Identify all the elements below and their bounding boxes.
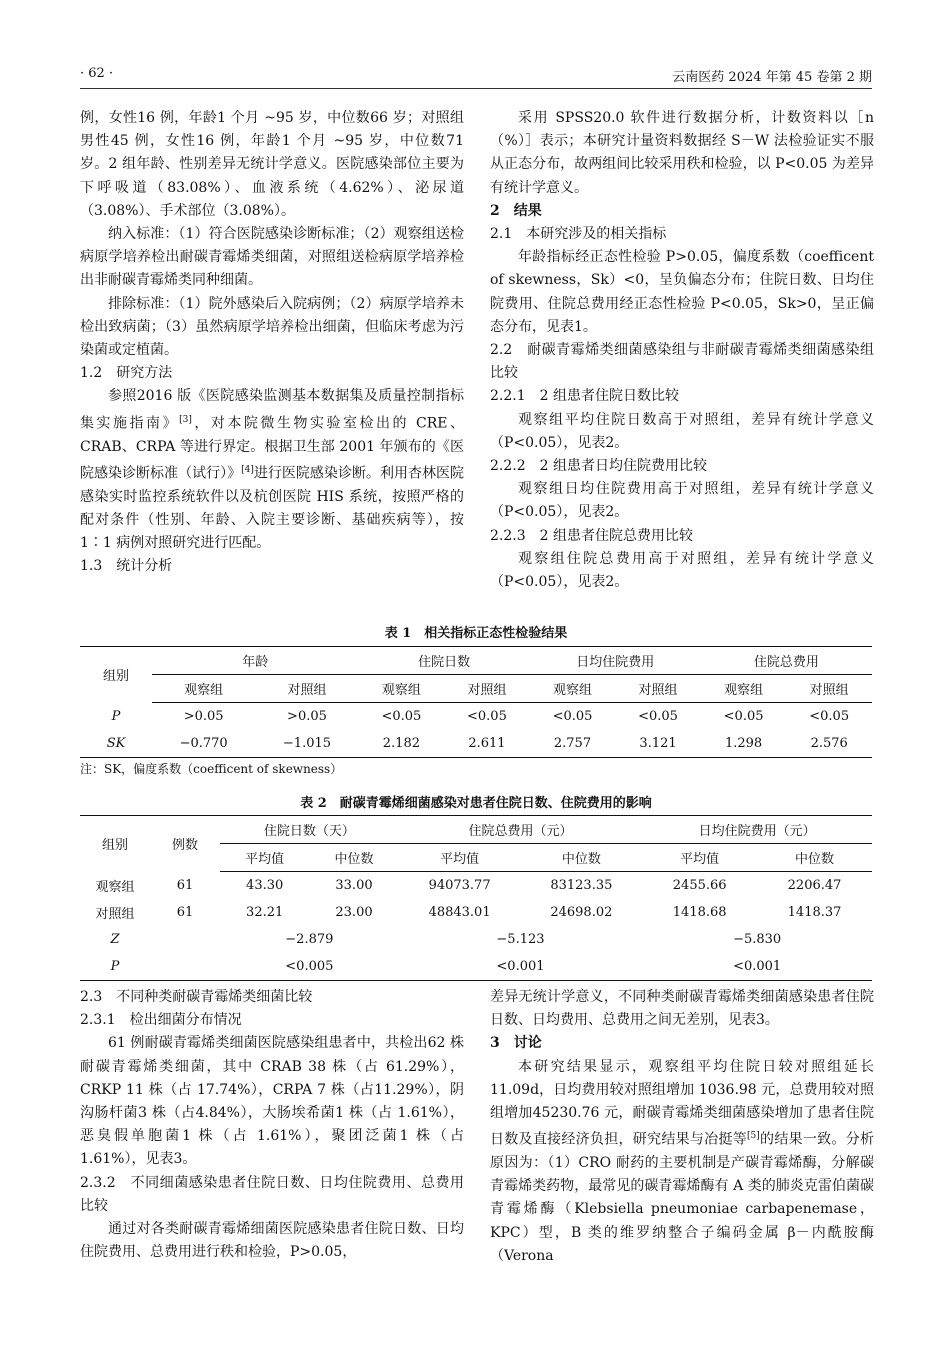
header-cell: 平均值 <box>399 844 521 872</box>
table-cell: −1.015 <box>255 730 358 758</box>
section-heading: 2.2.3 2 组患者住院总费用比较 <box>490 527 693 544</box>
text-run: 进行医院感染诊断。利用杏林医院感染实时监控系统软件以及杭创医院 HIS 系统，按照严格的配对条件（性别、年龄、入院主要诊断、基础疾病等），按 1∶1 病例对照研究进行匹配。 <box>80 465 465 551</box>
running-header <box>80 66 872 89</box>
table-cell: <0.05 <box>809 709 850 724</box>
table-cell: 1418.68 <box>672 905 727 920</box>
table-cell: 43.30 <box>246 878 284 893</box>
paragraph: 通过对各类耐碳青霉烯细菌医院感染患者住院日数、日均住院费用、总费用进行秩和检验，P>0.05， <box>80 1221 464 1261</box>
paragraph: 采用 SPSS20.0 软件进行数据分析，计数资料以［n（%）］表示；本研究计量资料数据经 S－W 法检验证实不服从正态分布，故两组间比较采用秩和检验，以 P<0.05 为差异有统计学意义。 <box>490 110 874 196</box>
paragraph: 观察组住院总费用高于对照组，差异有统计学意义（P<0.05），见表2。 <box>490 550 874 591</box>
row-label: 观察组 <box>95 879 135 895</box>
table-row <box>80 953 872 981</box>
row-label: Z <box>110 932 120 947</box>
table-cell: −5.123 <box>496 932 545 947</box>
table1 <box>80 646 872 758</box>
header-cell: 日均住院费用（元） <box>642 816 872 844</box>
paragraph: 年龄指标经正态性检验 P>0.05，偏度系数（coefficent of skewness，Sk）<0，呈负偏态分布；住院日数、日均住院费用、住院总费用经正态性检验 P<0.05，Sk>0，呈正偏态分布，见表1。 <box>490 249 874 335</box>
table-cell: 2455.66 <box>672 878 727 893</box>
table-cell: <0.005 <box>220 953 399 981</box>
left-column-bottom <box>80 986 464 1264</box>
table-cell: 61 <box>176 905 194 920</box>
page-number: · 62 · <box>80 66 114 81</box>
table-cell: 24698.02 <box>550 905 613 920</box>
section-heading: 2.2.2 2 组患者日均住院费用比较 <box>490 458 707 475</box>
text-run: 的结果一致。分析原因为：（1）CRO 耐药的主要机制是产碳青霉烯酶，分解碳青霉烯类药物，最常见的碳青霉烯酶有 A 类的肺炎克雷伯菌碳青霉烯酶（Klebsiella pneumoniae carbapenemase，KPC）型，B 类的维罗纳整合子编码金属 β－内酰胺酶（Verona <box>490 1131 875 1264</box>
table-cell: 1.298 <box>701 730 787 758</box>
table-cell: <0.001 <box>399 953 643 981</box>
journal-title: 云南医药 2024 年第 45 卷第 2 期 <box>672 70 872 85</box>
header-cell: 观察组 <box>701 675 787 703</box>
header-cell: 中位数 <box>757 844 872 872</box>
text-run: ，对本院微生物实验室检出的 CRE、CRAB、CRPA 等进行界定。根据卫生部 2001 年颁布的《医院感染诊断标准（试行）》 <box>80 415 464 482</box>
table-cell: 33.00 <box>335 878 373 893</box>
paragraph: 例，女性16 例，年龄1 个月 ~95 岁，中位数66 岁；对照组男性45 例，女性16 例，年龄1 个月 ~95 岁，中位数71 岁。2 组年龄、性别差异无统计学意义。医院感染部位主要为下呼吸道（83.08%）、血液系统（4.62%）、泌尿道（3.08%）、手术部位（3.08%）。 <box>80 110 464 219</box>
header-cell: 对照组 <box>615 675 701 703</box>
header-cell: 组别 <box>80 647 152 703</box>
table-cell: 2.757 <box>530 730 616 758</box>
paragraph <box>490 1056 874 1268</box>
table-cell: −0.770 <box>152 730 255 758</box>
table-cell: 23.00 <box>335 905 373 920</box>
table-row <box>80 872 872 900</box>
right-column-bottom <box>490 986 874 1268</box>
table2 <box>80 815 872 981</box>
table-cell: −2.879 <box>285 932 334 947</box>
header-cell: 年龄 <box>152 647 359 675</box>
table-row <box>80 730 872 758</box>
table-cell: 2.182 <box>359 730 445 758</box>
table-cell: 32.21 <box>246 905 284 920</box>
table-cell: 2.611 <box>444 730 530 758</box>
section-heading: 3 讨论 <box>490 1035 542 1052</box>
text-run: 本研究结果显示，观察组平均住院日较对照组延长 11.09d，日均费用较对照组增加 1036.98 元，总费用较对照组增加45230.76 元，耐碳青霉烯类细菌感染增加了患者住院日数及直接经济负担，研究结果与冶挺等 <box>490 1058 874 1148</box>
table-row <box>80 703 872 731</box>
section-heading: 2.2 耐碳青霉烯类细菌感染组与非耐碳青霉烯类细菌感染组比较 <box>490 342 874 382</box>
paragraph: 61 例耐碳青霉烯类细菌医院感染组患者中，共检出62 株耐碳青霉烯类细菌，其中 CRAB 38 株（占 61.29%），CRKP 11 株（占 17.74%），CRPA 7 株（占11.29%），阴沟肠杆菌3 株（占4.84%），大肠埃希菌1 株（占 1.61%），恶臭假单胞菌1 株（占 1.61%），聚团泛菌1 株（占1.61%），见表3。 <box>80 1035 464 1168</box>
row-label: SK <box>80 730 152 758</box>
header-cell: 中位数 <box>309 844 398 872</box>
table-cell: 2.576 <box>786 730 872 758</box>
header-cell: 中位数 <box>520 844 642 872</box>
paragraph: 纳入标准：（1）符合医院感染诊断标准；（2）观察组送检病原学培养检出耐碳青霉烯类细菌，对照组送检病原学培养检出非耐碳青霉烯类同种细菌。 <box>80 226 464 289</box>
table-row <box>80 899 872 926</box>
right-column-top <box>490 107 874 594</box>
table-cell: 3.121 <box>615 730 701 758</box>
paragraph: 观察组平均住院日数高于对照组，差异有统计学意义（P<0.05），见表2。 <box>490 411 874 451</box>
header-cell: 平均值 <box>220 844 309 872</box>
section-heading: 2.3.1 检出细菌分布情况 <box>80 1012 242 1029</box>
header-cell: 日均住院费用 <box>530 647 701 675</box>
text-run: 参照2016 版《医院感染监测基本数据集及质量控制指标集实施指南》 <box>80 388 464 432</box>
table1-caption: 表 1 相关指标正态性检验结果 <box>384 626 568 641</box>
header-cell: 观察组 <box>530 675 616 703</box>
table-cell: <0.05 <box>638 709 678 724</box>
table-cell: <0.05 <box>381 709 422 724</box>
table-cell: <0.05 <box>467 709 507 724</box>
section-heading: 2.3 不同种类耐碳青霉烯类细菌比较 <box>80 989 313 1005</box>
header-cell: 组别 <box>80 816 150 872</box>
section-heading: 2 结果 <box>490 202 542 219</box>
paragraph: 观察组日均住院费用高于对照组，差异有统计学意义（P<0.05），见表2。 <box>490 481 874 521</box>
table-cell: <0.001 <box>642 953 872 981</box>
table-cell: 61 <box>176 877 194 893</box>
header-cell: 观察组 <box>359 675 445 703</box>
table-cell: 94073.77 <box>428 878 491 893</box>
section-heading: 2.3.2 不同细菌感染患者住院日数、日均住院费用、总费用比较 <box>80 1174 464 1214</box>
table2-caption: 表 2 耐碳青霉烯细菌感染对患者住院日数、住院费用的影响 <box>300 796 652 811</box>
table-cell: −5.830 <box>733 932 782 947</box>
left-column-top <box>80 107 464 578</box>
table-cell: 1418.37 <box>787 905 842 920</box>
row-label: P <box>111 708 121 724</box>
table-cell: 83123.35 <box>550 878 613 893</box>
section-heading: 2.2.1 2 组患者住院日数比较 <box>490 388 679 405</box>
section-heading: 2.1 本研究涉及的相关指标 <box>490 226 667 243</box>
paragraph: 排除标准：（1）院外感染后入院病例；（2）病原学培养未检出致病菌；（3）虽然病原学培养检出细菌，但临床考虑为污染菌或定植菌。 <box>80 295 464 359</box>
header-cell: 住院日数（天） <box>220 816 399 844</box>
table-cell: >0.05 <box>287 709 327 724</box>
section-heading: 1.2 研究方法 <box>80 365 173 382</box>
table-cell: 2206.47 <box>787 878 842 893</box>
header-cell: 例数 <box>150 816 220 872</box>
table1-note: 注：SK，偏度系数（coefficent of skewness） <box>80 762 343 776</box>
header-cell: 对照组 <box>255 675 358 703</box>
table-row <box>80 926 872 953</box>
table-cell: <0.05 <box>552 709 593 724</box>
row-label: 对照组 <box>95 907 135 922</box>
header-cell: 观察组 <box>152 675 255 703</box>
header-cell: 住院日数 <box>359 647 530 675</box>
header-cell: 住院总费用（元） <box>399 816 643 844</box>
header-cell: 对照组 <box>444 675 530 703</box>
citation: [3] <box>179 414 192 425</box>
header-cell: 平均值 <box>642 844 757 872</box>
table-cell: 48843.01 <box>428 905 491 920</box>
table-cell: <0.05 <box>723 709 764 724</box>
table-cell: >0.05 <box>183 709 224 724</box>
section-heading: 1.3 统计分析 <box>80 558 173 575</box>
header-cell: 住院总费用 <box>701 647 872 675</box>
citation: [5] <box>747 1131 760 1142</box>
header-cell: 对照组 <box>786 675 872 703</box>
citation: [4] <box>241 464 254 475</box>
paragraph <box>80 385 464 555</box>
row-label: P <box>80 953 150 981</box>
paragraph: 差异无统计学意义，不同种类耐碳青霉烯类细菌感染患者住院日数、日均费用、总费用之间无差别，见表3。 <box>490 989 874 1029</box>
